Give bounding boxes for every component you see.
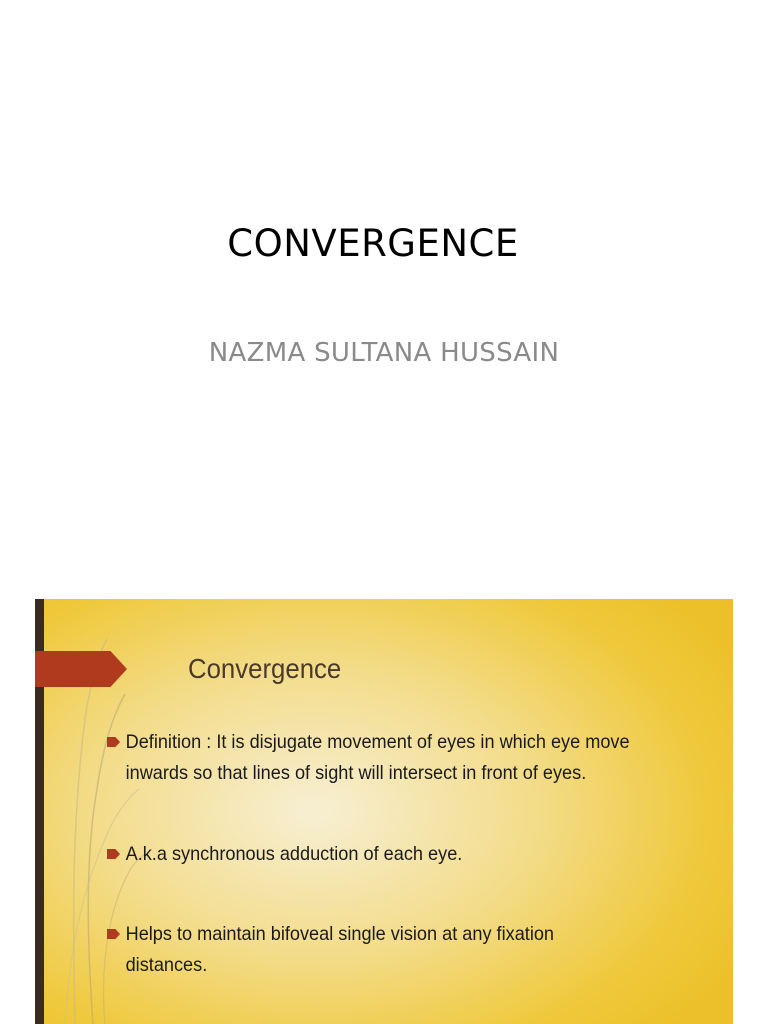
bullet-text-line: Helps to maintain bifoveal single vision at any fixation	[125, 923, 555, 945]
slide-heading: Convergence	[188, 653, 342, 684]
arrow-bullet-icon	[107, 849, 120, 859]
document-title: CONVERGENCE	[227, 222, 519, 265]
bullet-text-line: A.k.a synchronous adduction of each eye.	[125, 843, 463, 865]
bullet-text-line: inwards so that lines of sight will intersect in front of eyes.	[125, 762, 587, 784]
bullet-definition	[107, 727, 665, 789]
document-author: NAZMA SULTANA HUSSAIN	[208, 338, 560, 368]
arrow-bullet-icon	[107, 737, 120, 747]
bullet-bifoveal	[107, 919, 665, 981]
slide-title-tag	[35, 651, 127, 687]
bullet-text-line: distances.	[125, 954, 208, 976]
arrow-bullet-icon	[107, 929, 120, 939]
bullet-aka	[107, 839, 665, 870]
bullet-text-line: Definition : It is disjugate movement of eyes in which eye move	[125, 731, 630, 753]
